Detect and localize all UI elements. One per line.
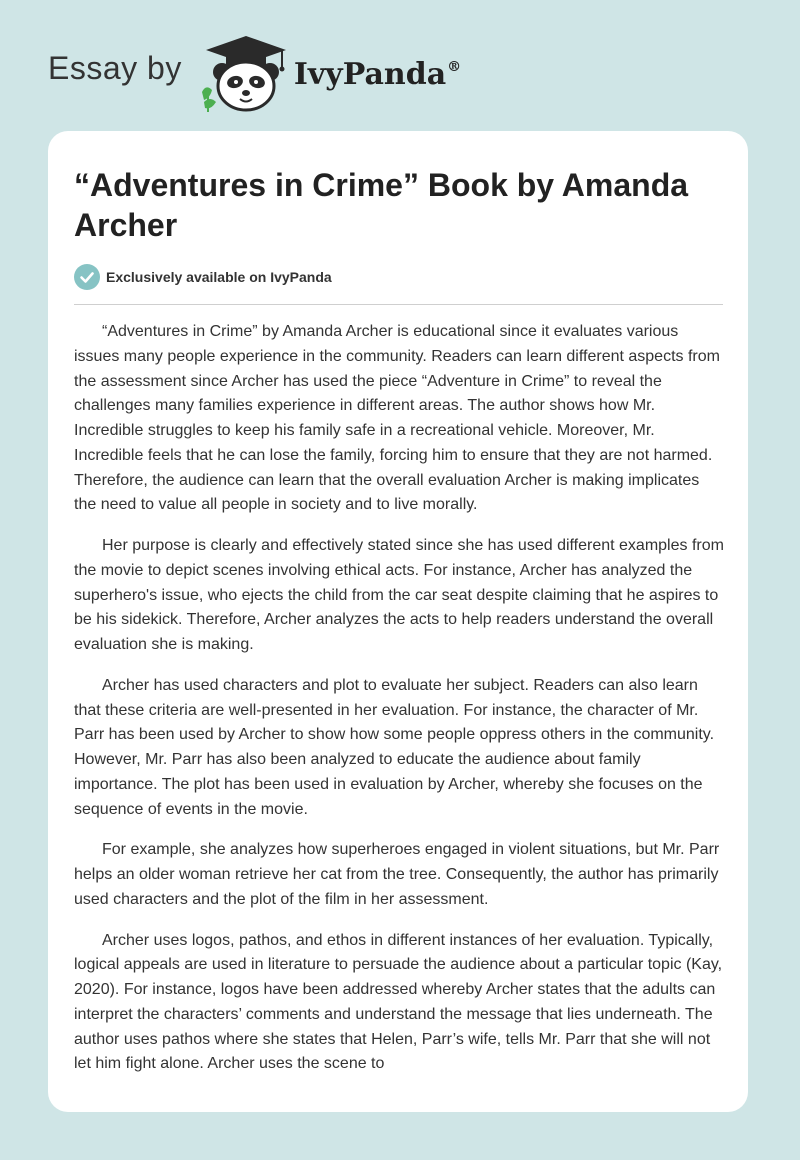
exclusive-badge [74,264,332,290]
essay-title: “Adventures in Crime” Book by Amanda Archer [74,167,689,243]
paragraph: Her purpose is clearly and effectively stated since she has used different examples from the movie to depict scenes involving ethical acts. For instance, Archer has analyzed the superhero's issue, who ejects the child from the car seat despite claiming that he aspires to be his sidekick. Therefore, Archer analyzes the acts to help readers understand the overall evaluation she is making. [74,537,724,653]
paragraph: Archer uses logos, pathos, and ethos in different instances of her evaluation. Typically, logical appeals are used in literature to persuade the audience about a particular topic (Kay, 2020). For instance, logos have been addressed whereby Archer states that the adults can interpret the characters’ comments and understand the message that lies underneath. The author uses pathos where she states that Helen, Parr’s wife, tells Mr. Parr that she will not let him fight alone. Archer uses the scene to [74,931,723,1073]
panda-logo-icon [196,30,288,112]
brand-header [48,30,461,112]
essay-card [48,131,748,1112]
essay-body [74,320,724,1093]
divider [74,304,723,305]
paragraph: For example, she analyzes how superheroes engaged in violent situations, but Mr. Parr helps an older woman retrieve her cat from the tree. Consequently, the author has primarily used characters and the plot of the film in her assessment. [74,841,720,908]
exclusive-text: Exclusively available on IvyPanda [106,269,332,285]
brand-prefix: Essay by [48,49,182,86]
check-badge-icon [74,264,100,290]
paragraph: Archer has used characters and plot to evaluate her subject. Readers can also learn that these criteria are well-presented in her evaluation. For instance, the character of Mr. Parr has been used by Archer to show how some people oppress others in the community. However, Mr. Parr has also been analyzed to educate the audience about family importance. The plot has been used in evaluation by Archer, whereby she focuses on the sequence of events in the movie. [74,676,715,818]
brand-name: IvyPanda® [293,56,462,92]
paragraph: “Adventures in Crime” by Amanda Archer is educational since it evaluates various issues many people experience in the community. Readers can learn different aspects from the assessment since Archer has used the piece “Adventure in Crime” to reveal the challenges many families experience in different areas. The author shows how Mr. Incredible struggles to keep his family safe in a recreational vehicle. Moreover, Mr. Incredible feels that he can lose the family, forcing him to ensure that they are not harmed. Therefore, the audience can learn that the overall evaluation Archer is making implicates the need to value all people in society and to live morally. [74,323,720,514]
